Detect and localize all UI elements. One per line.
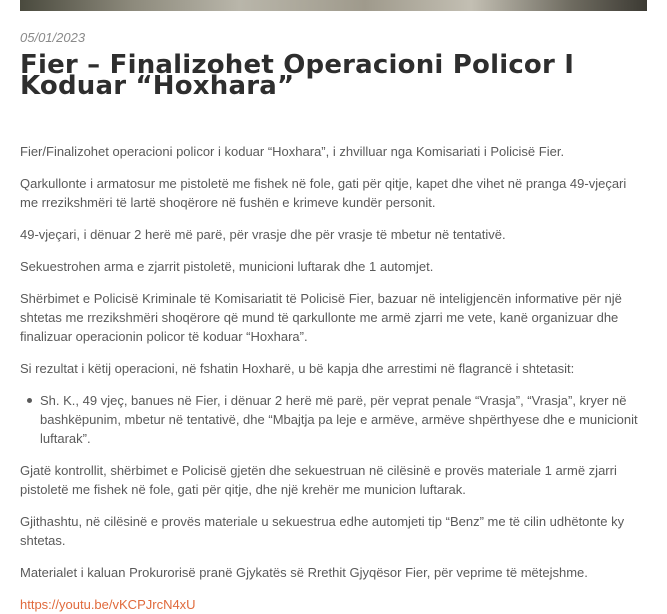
article: [20, 30, 647, 614]
list-item: [40, 391, 647, 448]
paragraph-prosecution: Materialet i kaluan Prokurorisë pranë Gjykatës së Rrethit Gjyqësor Fier, për veprime të mëtejshme.: [20, 565, 588, 580]
paragraph-operation: Shërbimet e Policisë Kriminale të Komisariatit të Policisë Fier, bazuar në inteligjencën informative për një shtetas me rrezikshmëri shoqërore që mund të qarkullonte me armë zjarri me vete, kanë organizuar dhe finalizuar operacionin policor të koduar “Hoxhara”.: [20, 291, 622, 344]
paragraph-arrest: Qarkullonte i armatosur me pistoletë me fishek në fole, gati për qitje, kapet dhe vihet në pranga 49-vjeçari me rrezikshmëri të lartë shoqërore në fushën e krimeve kundër personit.: [20, 176, 627, 210]
paragraph-control: Gjatë kontrollit, shërbimet e Policisë gjetën dhe sekuestruan në cilësinë e provës materiale 1 armë zjarri pistoletë me fishek në fole, gati për qitje, dhe një krehër me municion luftarak.: [20, 463, 617, 497]
paragraph-intro: Fier/Finalizohet operacioni policor i koduar “Hoxhara”, i zhvilluar nga Komisariati i Policisë Fier.: [20, 144, 565, 159]
article-date: 05/01/2023: [20, 30, 86, 45]
article-title: Fier – Finalizohet Operacioni Policor I Koduar “Hoxhara”: [20, 50, 575, 101]
article-body: [20, 142, 647, 614]
arrested-list: [20, 391, 647, 448]
list-item-text: Sh. K., 49 vjeç, banues në Fier, i dënuar 2 herë më parë, për veprat penale “Vrasja”, “Vrasja”, kryer në bashkëpunim, mbetur në tentativë, dhe “Mbajtja pa leje e armëve, armëve shpërthyese dhe e municionit luftarak”.: [40, 393, 638, 446]
paragraph-result: Si rezultat i këtij operacioni, në fshatin Hoxharë, u bë kapja dhe arrestimi në flagrancë i shtetasit:: [20, 361, 575, 376]
article-hero-image: [20, 0, 647, 11]
paragraph-record: 49-vjeçari, i dënuar 2 herë më parë, për vrasje dhe për vrasje të mbetur në tentativë.: [20, 227, 506, 242]
paragraph-seizure: Sekuestrohen arma e zjarrit pistoletë, municioni luftarak dhe 1 automjet.: [20, 259, 434, 274]
video-link[interactable]: https://youtu.be/vKCPJrcN4xU: [20, 597, 196, 612]
bullet-icon: [27, 398, 32, 403]
paragraph-vehicle: Gjithashtu, në cilësinë e provës materiale u sekuestrua edhe automjeti tip “Benz” me të cilin udhëtonte ky shtetas.: [20, 514, 625, 548]
